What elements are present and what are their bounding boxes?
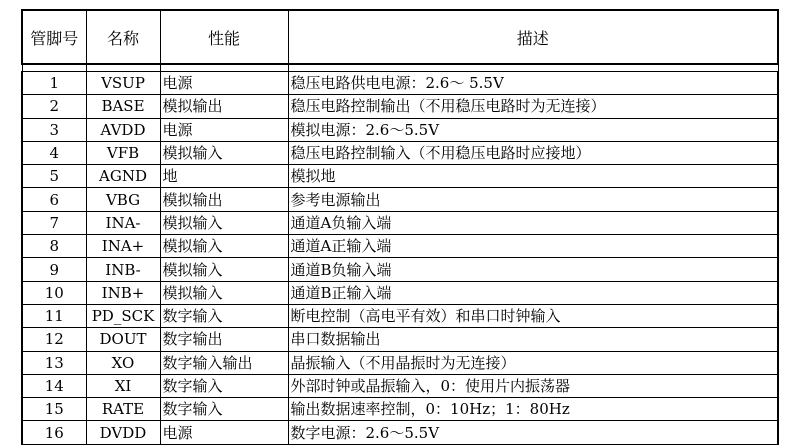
pin-description-table	[21, 9, 779, 445]
pin-function-cell: 地	[160, 165, 288, 188]
pin-description-cell: 通道A正输入端	[288, 235, 778, 258]
pin-function-cell: 电源	[160, 421, 288, 444]
table-row	[22, 165, 778, 188]
table-row	[22, 421, 778, 444]
pin-number-cell: 5	[22, 165, 86, 188]
table-row	[22, 351, 778, 374]
pin-function-cell: 电源	[160, 72, 288, 95]
header-pin-number: 管脚号	[22, 10, 86, 64]
table-row	[22, 72, 778, 95]
pin-description-cell: 通道B负输入端	[288, 258, 778, 281]
table-header-row	[22, 10, 778, 64]
pin-number-cell: 7	[22, 211, 86, 234]
pin-number-cell: 1	[22, 72, 86, 95]
pin-name-cell: BASE	[86, 95, 160, 118]
pin-number-cell: 10	[22, 281, 86, 304]
pin-description-cell: 输出数据速率控制，0：10Hz；1：80Hz	[288, 398, 778, 421]
spacer-cell	[288, 64, 778, 72]
pin-function-cell: 模拟输出	[160, 95, 288, 118]
pin-function-cell: 模拟输入	[160, 141, 288, 164]
pin-name-cell: DVDD	[86, 421, 160, 444]
pin-number-cell: 15	[22, 398, 86, 421]
pin-name-cell: INB-	[86, 258, 160, 281]
pin-function-cell: 数字输入	[160, 398, 288, 421]
header-pin-description: 描述	[288, 10, 778, 64]
pin-function-cell: 模拟输出	[160, 188, 288, 211]
pin-name-cell: DOUT	[86, 328, 160, 351]
spacer-cell	[86, 64, 160, 72]
pin-description-cell: 外部时钟或晶振输入，0：使用片内振荡器	[288, 374, 778, 397]
pin-number-cell: 4	[22, 141, 86, 164]
header-pin-function: 性能	[160, 10, 288, 64]
table-row	[22, 258, 778, 281]
pin-function-cell: 数字输入	[160, 304, 288, 327]
pin-name-cell: VFB	[86, 141, 160, 164]
pin-number-cell: 11	[22, 304, 86, 327]
pin-number-cell: 12	[22, 328, 86, 351]
pin-function-cell: 模拟输入	[160, 211, 288, 234]
header-pin-name: 名称	[86, 10, 160, 64]
table-row	[22, 235, 778, 258]
pin-number-cell: 6	[22, 188, 86, 211]
pin-description-cell: 模拟电源：2.6～5.5V	[288, 118, 778, 141]
pin-number-cell: 16	[22, 421, 86, 444]
pin-description-cell: 串口数据输出	[288, 328, 778, 351]
pin-function-cell: 电源	[160, 118, 288, 141]
table-row	[22, 328, 778, 351]
pin-description-cell: 参考电源输出	[288, 188, 778, 211]
pin-name-cell: INA+	[86, 235, 160, 258]
pin-description-cell: 通道B正输入端	[288, 281, 778, 304]
table-body	[22, 72, 778, 445]
pin-number-cell: 9	[22, 258, 86, 281]
table-row	[22, 95, 778, 118]
pin-function-cell: 数字输入输出	[160, 351, 288, 374]
pin-function-cell: 模拟输入	[160, 281, 288, 304]
pin-name-cell: XO	[86, 351, 160, 374]
pin-description-cell: 晶振输入（不用晶振时为无连接）	[288, 351, 778, 374]
pin-name-cell: XI	[86, 374, 160, 397]
pin-description-cell: 稳压电路供电电源：2.6～ 5.5V	[288, 72, 778, 95]
pin-name-cell: INA-	[86, 211, 160, 234]
table-row	[22, 374, 778, 397]
header-spacer-row	[22, 64, 778, 72]
pin-name-cell: INB+	[86, 281, 160, 304]
pin-number-cell: 3	[22, 118, 86, 141]
pin-description-cell: 断电控制（高电平有效）和串口时钟输入	[288, 304, 778, 327]
pin-number-cell: 13	[22, 351, 86, 374]
table-row	[22, 398, 778, 421]
table-row	[22, 188, 778, 211]
pin-function-cell: 数字输入	[160, 374, 288, 397]
table-row	[22, 118, 778, 141]
spacer-cell	[160, 64, 288, 72]
pin-description-cell: 通道A负输入端	[288, 211, 778, 234]
pin-description-cell: 稳压电路控制输出（不用稳压电路时为无连接）	[288, 95, 778, 118]
pin-name-cell: VSUP	[86, 72, 160, 95]
table-row	[22, 281, 778, 304]
pin-name-cell: PD_SCK	[86, 304, 160, 327]
spacer-cell	[22, 64, 86, 72]
pin-function-cell: 数字输出	[160, 328, 288, 351]
pin-name-cell: VBG	[86, 188, 160, 211]
pin-name-cell: AVDD	[86, 118, 160, 141]
pin-number-cell: 14	[22, 374, 86, 397]
pin-description-cell: 稳压电路控制输入（不用稳压电路时应接地）	[288, 141, 778, 164]
pin-description-cell: 模拟地	[288, 165, 778, 188]
pin-function-cell: 模拟输入	[160, 258, 288, 281]
table-row	[22, 304, 778, 327]
pin-name-cell: AGND	[86, 165, 160, 188]
table-row	[22, 211, 778, 234]
pin-name-cell: RATE	[86, 398, 160, 421]
pin-number-cell: 2	[22, 95, 86, 118]
pin-number-cell: 8	[22, 235, 86, 258]
table-row	[22, 141, 778, 164]
pin-description-cell: 数字电源：2.6～5.5V	[288, 421, 778, 444]
pin-function-cell: 模拟输入	[160, 235, 288, 258]
